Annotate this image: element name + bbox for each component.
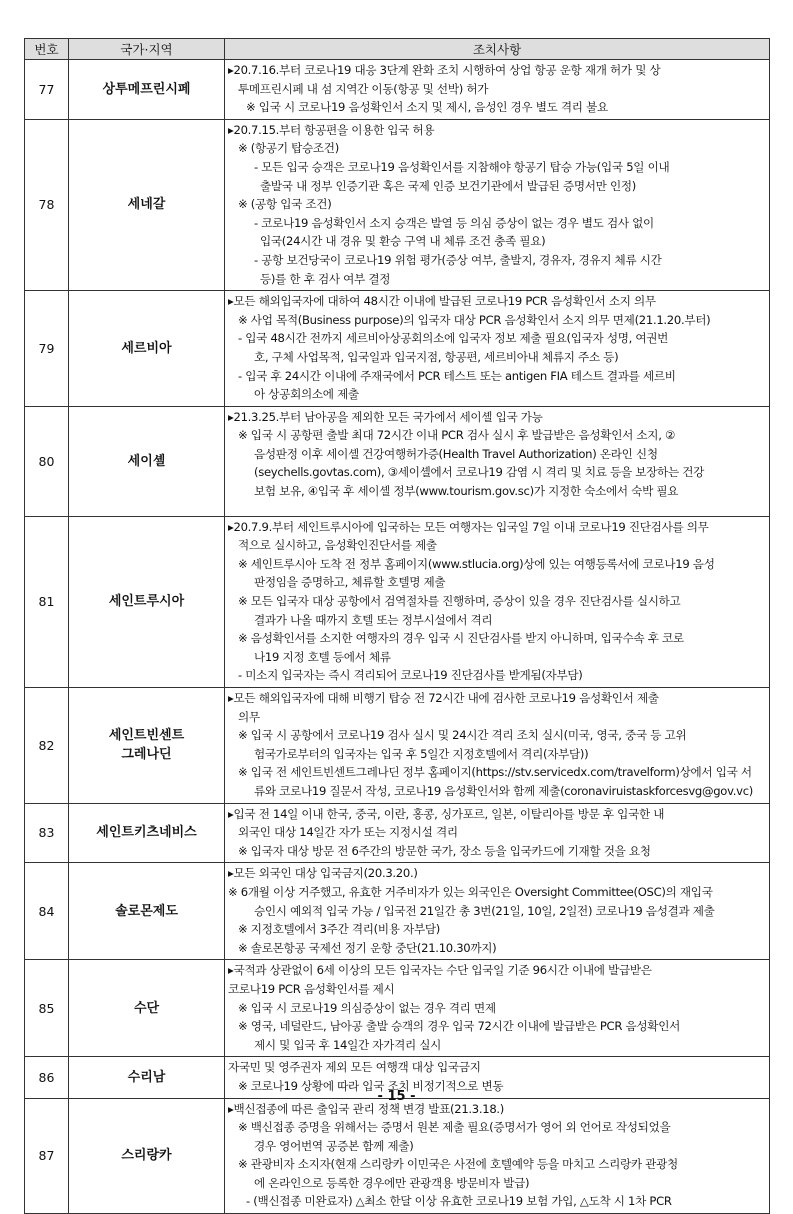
country-name: [69, 60, 225, 120]
measure-line: 코로나19 PCR 음성확인서를 제시: [228, 981, 395, 996]
measure-line: ▸모든 해외입국자에 대하여 48시간 이내에 발급된 코로나19 PCR 음성확인서 소지 의무: [228, 294, 656, 309]
measure-text: [225, 406, 770, 516]
country-name-line: 세네갈: [127, 197, 166, 213]
measure-line: 음성판정 이후 세이셸 건강여행허가증(Health Travel Authorization) 온라인 신청: [254, 446, 658, 461]
header-measures: 조치사항: [225, 39, 770, 60]
measure-text: [225, 863, 770, 960]
table-row: [25, 803, 770, 863]
measure-line: ▸20.7.16.부터 코로나19 대응 3단계 완화 조치 시행하여 상업 항공 운항 재개 허가 및 상: [228, 63, 661, 77]
measure-line: 경우 영어번역 공증본 함께 제출): [254, 1138, 414, 1153]
table-row: [25, 1098, 770, 1214]
measure-line: 험국가로부터의 입국자는 입국 후 5일간 지정호텔에서 격리(자부담)): [254, 746, 589, 761]
measure-line: - 공항 보건당국이 코로나19 위험 평가(증상 여부, 출발지, 경유자, 경유지 체류 시간: [254, 252, 662, 267]
measure-line: ※ 입국 시 공항편 출발 최대 72시간 이내 PCR 검사 실시 후 발급받은 음성확인서 소지, ②: [238, 428, 676, 443]
measure-line: ※ 백신접종 증명을 위해서는 증명서 원본 제출 필요(증명서가 영어 외 언어로 작성되었을: [238, 1120, 671, 1135]
measure-line: ※ 관광비자 소지자(현재 스리랑카 이민국은 사전에 호텔예약 등을 마치고 스리랑카 관광청: [238, 1157, 678, 1172]
measure-text: [225, 1098, 770, 1214]
country-name-line: 세인트루시아: [108, 594, 185, 610]
measure-line: 입국(24시간 내 경유 및 환승 구역 내 체류 조건 충족 필요): [260, 234, 546, 249]
measure-line: 판정임을 증명하고, 체류할 호텔명 제출: [254, 575, 446, 590]
measure-line: ※ 영국, 네덜란드, 남아공 출발 승객의 경우 입국 72시간 이내에 발급받은 PCR 음성확인서: [238, 1019, 680, 1034]
measure-line: - 모든 입국 승객은 코로나19 음성확인서를 지참해야 항공기 탑승 가능(입국 5일 이내: [254, 159, 670, 174]
measure-line: ▸20.7.9.부터 세인트루시아에 입국하는 모든 여행자는 입국일 7일 이내 코로나19 진단검사를 의무: [228, 519, 709, 534]
measure-text: [225, 119, 770, 290]
measure-line: - 미소지 입국자는 즉시 격리되어 코로나19 진단검사를 받게됨(자부담): [238, 668, 583, 683]
measure-line: - 입국 후 24시간 이내에 주재국에서 PCR 테스트 또는 antigen FIA 테스트 결과를 세르비: [238, 368, 676, 383]
measure-line: 제시 및 입국 후 14일간 자가격리 실시: [254, 1037, 442, 1052]
table-row: [25, 688, 770, 804]
header-number: 번호: [25, 39, 69, 60]
country-name: [69, 119, 225, 290]
measure-line: 적으로 실시하고, 음성확인진단서를 제출: [238, 538, 437, 553]
measure-line: (seychells.govtas.com), ③세이셸에서 코로나19 감염 시 격리 및 치료 등을 보장하는 건강: [254, 465, 705, 480]
measure-line: ※ (공항 입국 조건): [238, 197, 332, 212]
measure-line: 류와 코로나19 질문서 작성, 코로나19 음성확인서와 함께 제출(coronaviruistaskforcesvg@gov.vc): [254, 784, 753, 798]
measure-line: ▸백신접종에 따른 출입국 관리 정책 변경 발표(21.3.18.): [228, 1101, 505, 1116]
country-name-line: 수단: [133, 1000, 160, 1016]
measure-text: [225, 291, 770, 407]
measure-line: 아 상공회의소에 제출: [254, 387, 359, 402]
measures-table: [24, 38, 770, 1214]
table-row: [25, 291, 770, 407]
measure-line: ※ 솔로몬항공 국제선 정기 운항 중단(21.10.30까지): [238, 940, 497, 955]
measure-line: 출발국 내 정부 인증기관 혹은 국제 인증 보건기관에서 발급된 증명서만 인정): [260, 178, 636, 193]
measure-line: ※ 음성확인서를 소지한 여행자의 경우 입국 시 진단검사를 받지 아니하며, 입국수속 후 코로: [238, 631, 684, 646]
measure-line: 외국인 대상 14일간 자가 또는 지정시설 격리: [238, 825, 458, 840]
row-number: 81: [25, 516, 69, 687]
measure-text: [225, 516, 770, 687]
table-row: [25, 516, 770, 687]
row-number: 80: [25, 406, 69, 516]
measure-line: ※ 지정호텔에서 3주간 격리(비용 자부담): [238, 922, 440, 937]
row-number: 77: [25, 60, 69, 120]
row-number: 78: [25, 119, 69, 290]
measure-line: 호, 구체 사업목적, 입국일과 입국지점, 항공편, 세르비아내 체류지 주소 등): [254, 349, 619, 364]
measure-line: 등)를 한 후 검사 여부 결정: [260, 271, 391, 286]
row-number: 86: [25, 1057, 69, 1098]
measure-line: ※ 6개월 이상 거주했고, 유효한 거주비자가 있는 외국인은 Oversight Committee(OSC)의 재입국: [228, 884, 713, 899]
country-name-line: 세르비아: [121, 340, 172, 356]
table-row: [25, 960, 770, 1057]
measure-line: ※ 세인트루시아 도착 전 정부 홈페이지(www.stlucia.org)상에 있는 여행등록서에 코로나19 음성: [238, 556, 715, 571]
table-row: [25, 119, 770, 290]
table-row: [25, 406, 770, 516]
measure-line: - 코로나19 음성확인서 소지 승객은 발열 등 의심 증상이 없는 경우 별도 검사 없이: [254, 215, 654, 230]
header-country: 국가·지역: [69, 39, 225, 60]
measure-line: ※ 입국자 대상 방문 전 6주간의 방문한 국가, 장소 등을 입국카드에 기재할 것을 요청: [238, 843, 651, 858]
measure-line: - (백신접종 미완료자) △최소 한달 이상 유효한 코로나19 보험 가입, △도착 시 1차 PCR: [246, 1194, 672, 1209]
measure-line: ※ 입국 시 공항에서 코로나19 검사 실시 및 24시간 격리 조치 실시(미국, 영국, 중국 등 고위: [238, 728, 687, 743]
country-name-line: 세이셸: [127, 453, 166, 469]
country-name: [69, 803, 225, 863]
measure-line: 나19 지정 호텔 등에서 체류: [254, 649, 391, 664]
measure-line: ▸입국 전 14일 이내 한국, 중국, 이란, 홍콩, 싱가포르, 일본, 이탈리아를 방문 후 입국한 내: [228, 806, 665, 821]
measure-line: ▸모든 외국인 대상 입국금지(20.3.20.): [228, 866, 418, 881]
measure-line: ※ 입국 시 코로나19 의심증상이 없는 경우 격리 면제: [238, 1000, 496, 1015]
country-name-line: 세인트키츠네비스: [96, 825, 197, 841]
measure-line: 승인시 예외적 입국 가능 / 입국전 21일간 총 3번(21일, 10일, 2일전) 코로나19 음성결과 제출: [254, 903, 715, 918]
row-number: 87: [25, 1098, 69, 1214]
measure-line: - 입국 48시간 전까지 세르비아상공회의소에 입국자 정보 제출 필요(입국자 성명, 여권번: [238, 331, 669, 346]
measure-line: ▸21.3.25.부터 남아공을 제외한 모든 국가에서 세이셸 입국 가능: [228, 409, 543, 424]
country-name: [69, 406, 225, 516]
row-number: 83: [25, 803, 69, 863]
measure-line: ▸20.7.15.부터 항공편을 이용한 입국 허용: [228, 122, 435, 137]
measure-line: ※ 코로나19 상황에 따라 입국 조치 비정기적으로 변동: [238, 1078, 504, 1093]
country-name-line: 솔로몬제도: [115, 903, 178, 919]
row-number: 82: [25, 688, 69, 804]
country-name: [69, 960, 225, 1057]
measure-line: 에 온라인으로 등록한 경우에만 관광객용 방문비자 발급): [254, 1175, 530, 1190]
country-name: [69, 863, 225, 960]
table-header-row: [25, 39, 770, 60]
measure-line: 의무: [238, 709, 260, 724]
measure-text: [225, 688, 770, 804]
measure-line: ※ 모든 입국자 대상 공항에서 검역절차를 진행하며, 증상이 있을 경우 진단검사를 실시하고: [238, 594, 681, 609]
row-number: 84: [25, 863, 69, 960]
measure-line: 투메프린시페 내 섬 지역간 이동(항공 및 선박) 허가: [238, 81, 489, 96]
country-name-line: 스리랑카: [121, 1148, 172, 1164]
measure-text: [225, 60, 770, 120]
measure-line: ▸모든 해외입국자에 대해 비행기 탑승 전 72시간 내에 검사한 코로나19 음성확인서 제출: [228, 691, 659, 706]
measure-line: ▸국적과 상관없이 6세 이상의 모든 입국자는 수단 입국일 기준 96시간 이내에 발급받은: [228, 963, 652, 978]
country-name-line: 수리남: [127, 1069, 166, 1085]
measure-text: [225, 960, 770, 1057]
measure-text: [225, 803, 770, 863]
country-name-line: 그레나딘: [121, 747, 172, 763]
table-row: [25, 863, 770, 960]
measure-line: ※ (항공기 탑승조건): [238, 141, 339, 156]
country-name: [69, 516, 225, 687]
country-name-line: 상투메프린시페: [102, 81, 191, 97]
table-row: [25, 60, 770, 120]
measure-line: ※ 사업 목적(Business purpose)의 입국자 대상 PCR 음성확인서 소지 의무 면제(21.1.20.부터): [238, 312, 711, 327]
country-name: [69, 291, 225, 407]
measure-line: 결과가 나올 때까지 호텔 또는 정부시설에서 격리: [254, 612, 493, 627]
measure-line: ※ 입국 전 세인트빈센트그레나딘 정부 홈페이지(https://stv.servicedx.com/travelform)상에서 입국 서: [238, 765, 752, 780]
measure-line: ※ 입국 시 코로나19 음성확인서 소지 및 제시, 음성인 경우 별도 격리 불요: [246, 100, 608, 115]
page-number: - 15 -: [377, 1089, 416, 1104]
measure-line: 자국민 및 영주권자 제외 모든 여행객 대상 입국금지: [228, 1060, 481, 1075]
measure-line: 보험 보유, ④입국 후 세이셸 정부(www.tourism.gov.sc)가 지정한 숙소에서 숙박 필요: [254, 484, 679, 499]
country-name: [69, 1098, 225, 1214]
row-number: 85: [25, 960, 69, 1057]
row-number: 79: [25, 291, 69, 407]
country-name: [69, 688, 225, 804]
country-name-line: 세인트빈센트: [108, 728, 185, 744]
